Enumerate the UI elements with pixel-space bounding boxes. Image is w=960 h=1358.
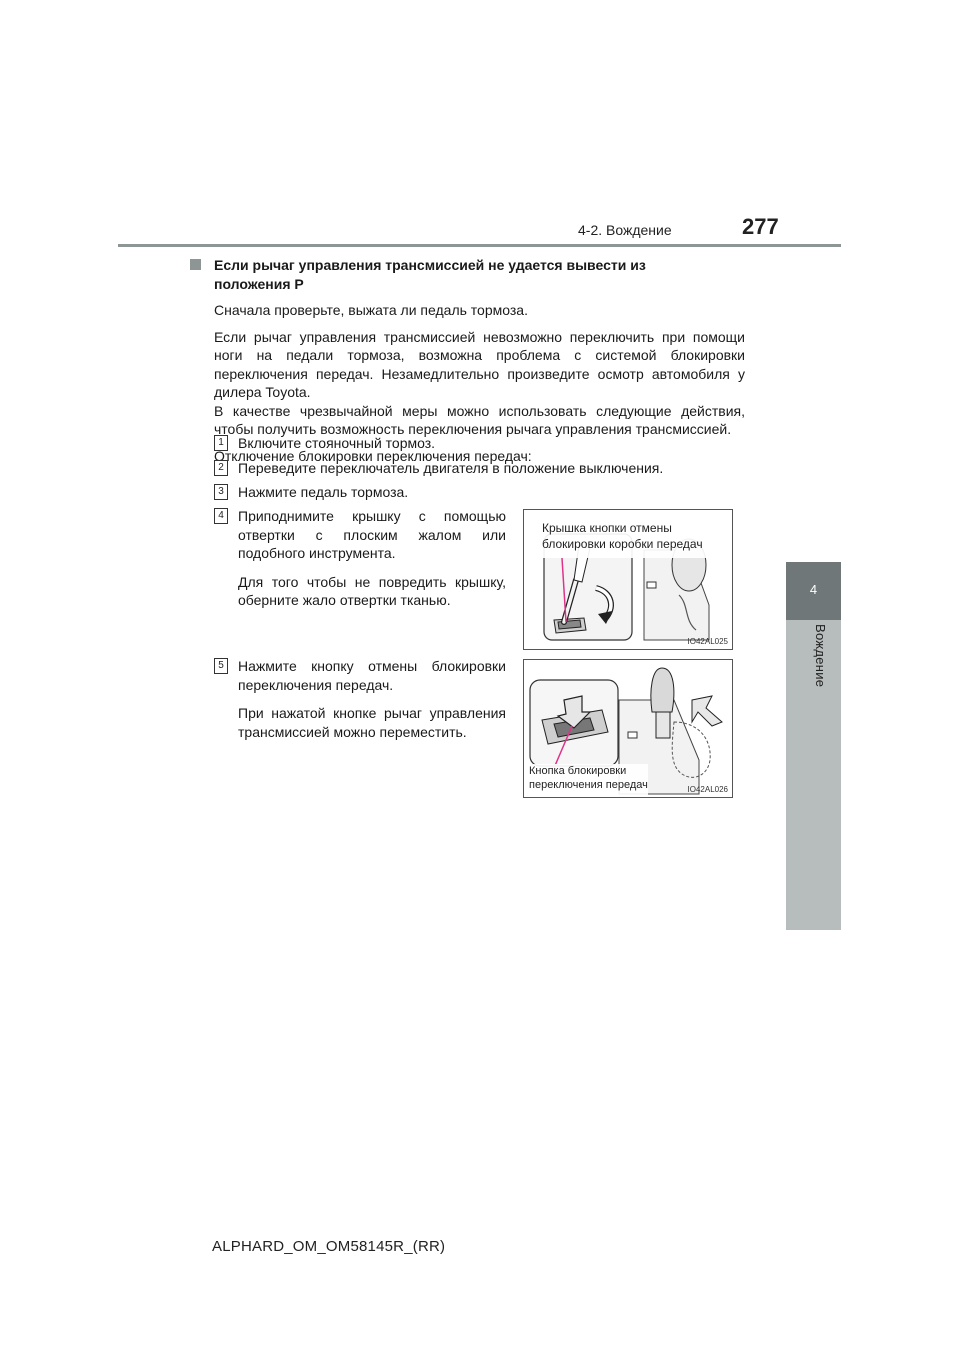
section-heading-text: Если рычаг управления трансмиссией не удается вывести из положения P [214,257,646,292]
paragraph-problem: Если рычаг управления трансмиссией невозможно переключить при помощи ноги на педали тормоза, возможна проблема с системой блокировки переключения передач. Незамедлительно произведите осмотр автомобиля у дилера Toyota. [214,328,745,400]
step-number-badge: 1 [214,435,228,451]
step-number-badge: 3 [214,484,228,500]
square-bullet-icon [190,259,201,270]
figure-label: Крышка кнопки отмены блокировки коробки передач [542,521,703,551]
step-number-badge: 2 [214,460,228,476]
step-note: Для того чтобы не повредить крышку, оберните жало отвертки тканью. [238,573,506,608]
step-text: Нажмите педаль тормоза. [238,484,409,500]
paragraph-unlock-intro: Отключение блокировки переключения передач: [214,447,532,464]
step-text: Включите стояночный тормоз. [238,435,436,451]
step-text: Нажмите кнопку отмены блокировки переключения передач. [238,658,506,693]
page-number: 277 [742,214,779,239]
chapter-number: 4 [809,582,818,597]
figure-code: IO42AL025 [687,637,728,646]
figure-label: Кнопка блокировки переключения передач [529,765,648,791]
step-number-badge: 4 [214,508,228,524]
chapter-tab [786,562,841,620]
header-rule [118,244,841,247]
running-header-section: 4-2. Вождение [578,222,672,238]
document-footer-code: ALPHARD_OM_OM58145R_(RR) [212,1238,446,1255]
chapter-title: Вождение [813,624,828,688]
step-5-body [238,657,506,741]
paragraph-check-brake: Сначала проверьте, выжата ли педаль тормоза. [214,302,528,318]
paragraph-emergency: В качестве чрезвычайной меры можно использовать следующие действия, чтобы получить возможность переключения рычага управления трансмиссией. [214,402,745,437]
step-text: Переведите переключатель двигателя в положение выключения. [238,460,664,476]
section-heading [190,256,721,293]
figure-cover-removal [523,509,733,650]
step-4-body [238,507,506,610]
step-number-badge: 5 [214,658,228,674]
step-note: При нажатой кнопке рычаг управления трансмиссией можно переместить. [238,705,506,740]
figure-release-button [523,659,733,798]
figure-code: IO42AL026 [687,785,728,794]
step-text: Приподнимите крышку с помощью отвертки с плоским жалом или подобного инструмента. [238,508,506,561]
